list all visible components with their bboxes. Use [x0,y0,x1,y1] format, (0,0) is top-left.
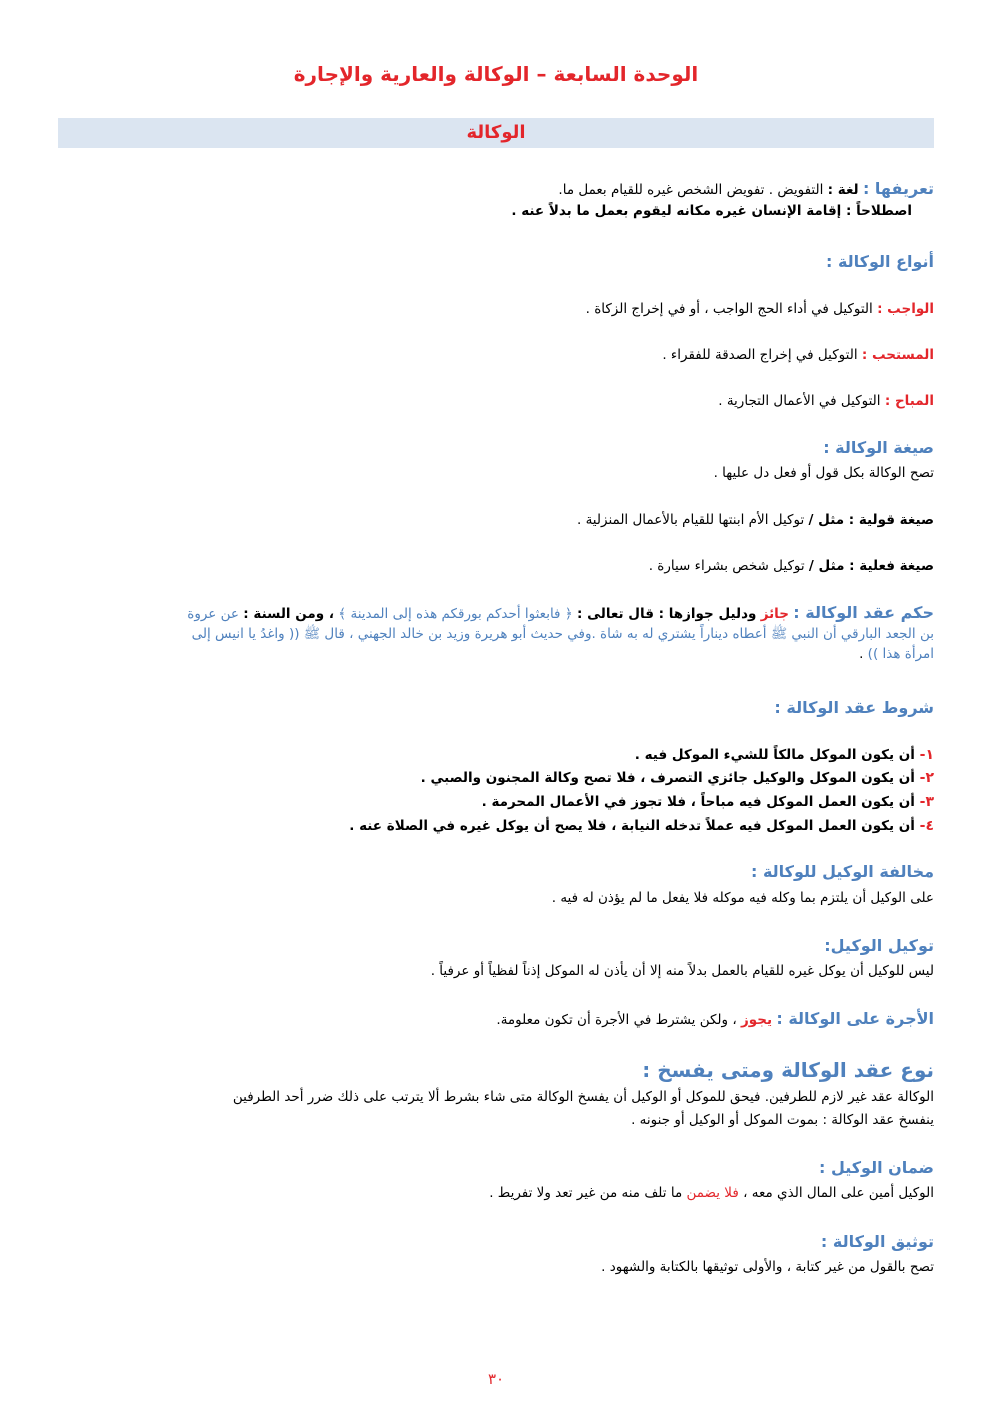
actual-text: توكيل شخص بشراء سيارة . [648,558,805,574]
liability-text [58,1184,934,1202]
type-label: المستحب : [861,347,934,363]
violation-heading: مخالفة الوكيل للوكالة : [750,862,934,881]
definition-heading: تعريفها : [862,179,934,198]
section-title: الوكالة [466,122,526,143]
lang-text: التفويض . تفويض الشخص غيره للقيام بعمل ما. [558,182,824,198]
verbal-label: صيغة قولية : مثل / [808,512,934,528]
documentation-text: تصح بالقول من غير كتابة ، والأولى توثيقها بالكتابة والشهود . [601,1259,934,1275]
types-heading: أنواع الوكالة : [825,252,934,271]
verse-text: ﴿ فابعثوا أحدكم بورقكم هذه إلى المدينة ﴾ [338,606,573,622]
lang-label: لغة : [827,182,859,198]
hadith-text: عن عروة بن الجعد البارقي أن النبي ﷺ أعطاه ديناراً يشتري له به شاة .وفي حديث أبو هريرة وزيد بن خالد الجهني ، قال ﷺ (( واغدُ يا انيس إلى امرأة هذا )) [187,606,934,662]
sunnah-label: ، ومن السنة : [243,606,334,622]
ruling-end: . [859,646,864,662]
term-label: اصطلاحاً : [846,203,912,219]
nature-line-1: الوكالة عقد غير لازم للطرفين. فيحق للموكل أو الوكيل أن يفسخ الوكالة متى شاء بشرط ألا يترتب على ذلك ضرر أحد الطرفين [232,1089,934,1105]
liability-red: فلا يضمن [686,1185,739,1201]
page-title: الوحدة السابعة – الوكالة والعارية والإجارة [293,62,699,86]
condition-item [58,769,934,787]
condition-number: ٢- [919,770,934,786]
delegation-text: ليس للوكيل أن يوكل غيره للقيام بالعمل بدلاً منه إلا أن يأذن له الموكل إذناً لفظياً أو عرفياً . [430,963,934,979]
actual-label: صيغة فعلية : مثل / [808,558,934,574]
type-text: التوكيل في إخراج الصدقة للفقراء . [662,347,858,363]
type-text: التوكيل في أداء الحج الواجب ، أو في إخراج الزكاة . [585,301,873,317]
section-band [58,118,934,148]
fee-line [58,1010,934,1029]
type-text: التوكيل في الأعمال التجارية . [718,393,881,409]
nature-heading: نوع عقد الوكالة ومتى يفسخ : [642,1058,934,1082]
condition-item [58,746,934,764]
liability-text-b: ما تلف منه من غير تعد ولا تفريط . [489,1185,683,1201]
liability-text-a: الوكيل أمين على المال الذي معه ، [743,1185,934,1201]
evidence-label: ودليل جوازها : قال تعالى : [577,606,757,622]
term-text: إقامة الإنسان غيره مكانه ليقوم بعمل ما بدلاً عنه . [511,203,842,219]
condition-text: أن يكون الموكل مالكاً للشيء الموكل فيه . [634,747,915,763]
fee-text: ، ولكن يشترط في الأجرة أن تكون معلومة. [496,1012,737,1028]
formula-heading: صيغة الوكالة : [823,438,934,457]
nature-line-2: ينفسخ عقد الوكالة : بموت الموكل أو الوكيل أو جنونه . [631,1112,934,1128]
condition-item [58,793,934,811]
formula-text: تصح الوكالة بكل قول أو فعل دل عليها . [713,465,934,481]
type-label: المباح : [884,393,934,409]
formula-actual [58,557,934,575]
ruling-verdict: جائز [760,606,789,622]
delegation-heading: توكيل الوكيل: [824,936,934,955]
condition-number: ٤- [919,818,934,834]
conditions-heading: شروط عقد الوكالة : [774,698,934,717]
formula-verbal [58,511,934,529]
type-label: الواجب : [877,301,934,317]
condition-text: أن يكون العمل الموكل فيه عملاً تدخله النيابة ، فلا يصح أن يوكل غيره في الصلاة عنه . [349,818,915,834]
ruling-heading: حكم عقد الوكالة : [793,603,934,622]
documentation-heading: توثيق الوكالة : [820,1232,934,1251]
condition-text: أن يكون الموكل والوكيل جائزي التصرف ، فلا تصح وكالة المجنون والصبي . [420,770,915,786]
type-item [58,300,934,318]
fee-heading: الأجرة على الوكالة : [776,1009,934,1028]
type-item [58,392,934,410]
fee-verdict: يجوز [741,1012,773,1028]
condition-text: أن يكون العمل الموكل فيه مباحاً ، فلا تجوز في الأعمال المحرمة . [481,794,915,810]
page-number: ٣٠ [487,1370,505,1388]
definition-line-2 [58,202,912,220]
condition-number: ٣- [919,794,934,810]
ruling-paragraph [180,603,934,664]
liability-heading: ضمان الوكيل : [818,1158,934,1177]
verbal-text: توكيل الأم ابنتها للقيام بالأعمال المنزلية . [576,512,805,528]
condition-number: ١- [919,747,934,763]
condition-item [58,817,934,835]
violation-text: على الوكيل أن يلتزم بما وكله فيه موكله فلا يفعل ما لم يؤذن له فيه . [551,890,934,906]
type-item [58,346,934,364]
definition-line-1 [58,180,934,199]
